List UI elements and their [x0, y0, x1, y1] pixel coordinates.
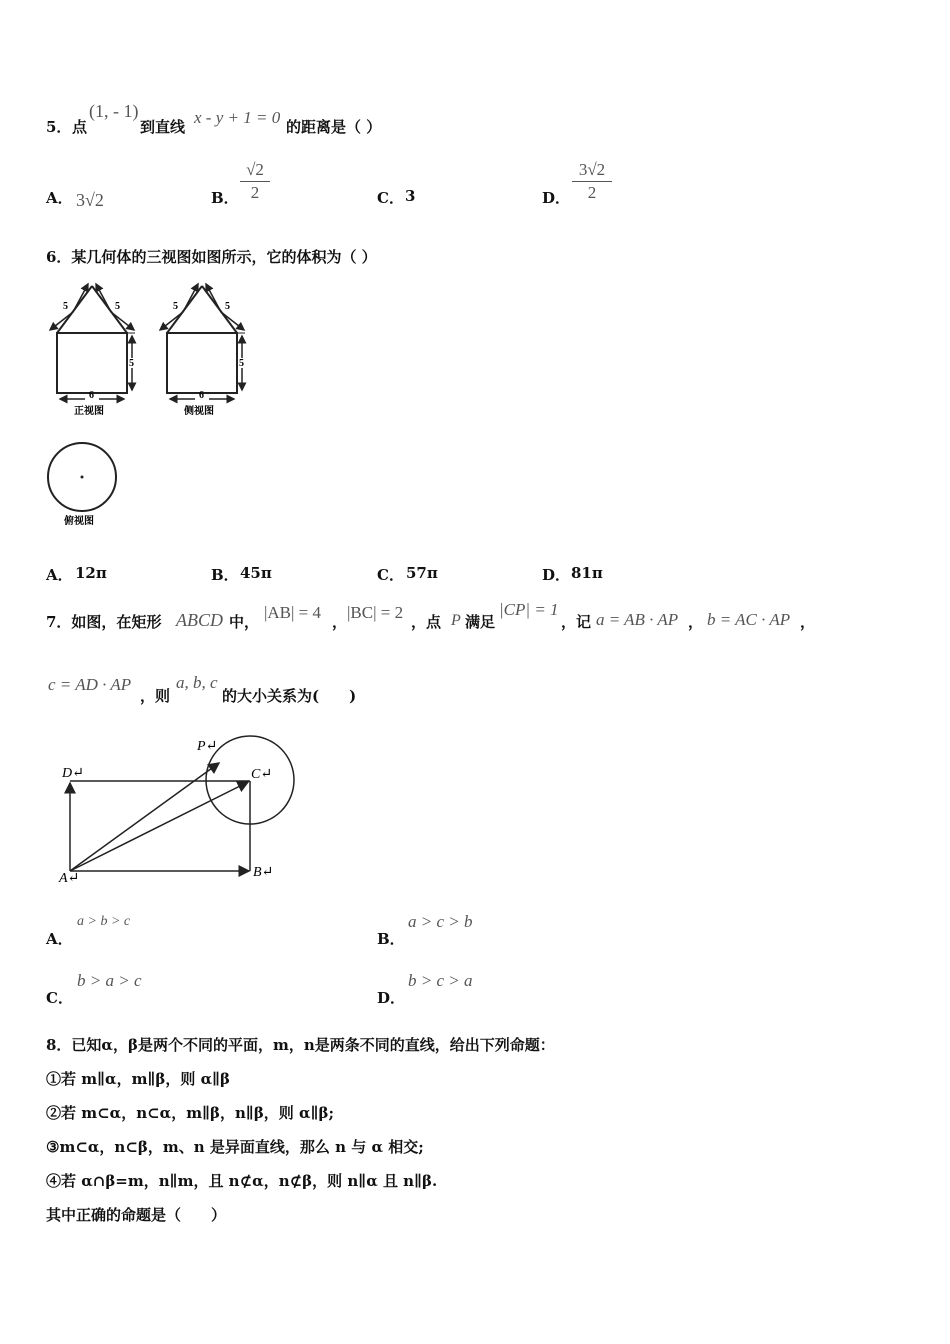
q7-option-b-label: B．: [377, 930, 405, 948]
q6-option-c-value: 57π: [406, 564, 438, 582]
point-p-label: P↵: [197, 739, 218, 754]
q6-stem: 6．某几何体的三视图如图所示，它的体积为（ ）: [46, 248, 377, 266]
q7-text-6: ，记: [561, 613, 592, 631]
q7-text-3: ，: [332, 613, 348, 631]
vertex-c-label: C↵: [251, 767, 273, 782]
q6-option-a-value: 12π: [75, 564, 107, 582]
side-slant-right-label: 5: [225, 301, 230, 312]
q5-option-d-fraction: [572, 160, 612, 203]
q7-option-c-label: C．: [46, 989, 73, 1007]
front-height-label: 5: [129, 358, 134, 369]
top-view-caption: 俯视图: [64, 516, 94, 527]
q7-text-7: ，: [688, 613, 704, 631]
side-view-caption: 侧视图: [184, 406, 214, 417]
q5-point: (1, - 1): [89, 101, 139, 121]
q7-abc: a, b, c: [176, 673, 218, 692]
q8-proposition-3: ③m⊂α，n⊂β，m、n 是异面直线，那么 n 与 α 相交;: [46, 1138, 424, 1156]
q5-option-c-value: 3: [405, 187, 416, 205]
q7-text-8: ，: [800, 613, 816, 631]
q6-option-b-label: B．: [211, 566, 239, 584]
q5-option-d-label: D．: [542, 189, 571, 207]
front-view: [50, 284, 135, 417]
three-view-figure: [40, 278, 270, 534]
q6-option-d-value: 81π: [571, 564, 603, 582]
front-view-caption: 正视图: [74, 406, 104, 417]
q5-text-2: 到直线: [140, 118, 186, 136]
q5-text-3: 的距离是（ ）: [286, 118, 382, 136]
q7-option-c-value: b > a > c: [77, 971, 142, 990]
q5-option-d-numerator: 3√2: [578, 160, 606, 179]
q7-text-2: 中，: [229, 613, 260, 631]
q7-c-def: c = AD · AP: [48, 675, 132, 694]
q5-option-a-value: 3√2: [76, 190, 104, 210]
q5-option-b-label: B．: [211, 189, 239, 207]
q5-option-d-denominator: 2: [587, 183, 597, 202]
q5-option-b-numerator: √2: [246, 160, 264, 179]
q7-option-a-label: A．: [46, 930, 73, 948]
q7-option-d-label: D．: [377, 989, 406, 1007]
q6-option-b-value: 45π: [240, 564, 272, 582]
front-slant-right-label: 5: [115, 301, 120, 312]
front-width-label: 6: [89, 390, 94, 401]
side-view: [160, 284, 245, 417]
side-slant-left-label: 5: [173, 301, 178, 312]
side-width-label: 6: [199, 390, 204, 401]
q8-proposition-4: ④若 α∩β=m，n∥m，且 n⊄α，n⊄β，则 n∥α 且 n∥β.: [46, 1172, 438, 1190]
q7-option-a-value: a > b > c: [77, 914, 131, 929]
q6-option-a-label: A．: [46, 566, 73, 584]
q6-option-c-label: C．: [377, 566, 404, 584]
q5-option-a-label: A．: [46, 189, 73, 207]
q8-proposition-2: ②若 m⊂α，n⊂α，m∥β，n∥β，则 α∥β;: [46, 1104, 335, 1122]
q5-option-b-denominator: 2: [250, 183, 260, 202]
q5-number: 5．: [46, 118, 72, 136]
q7-cp-length: |CP| = 1: [499, 600, 559, 619]
q8-stem: 8．已知α，β是两个不同的平面，m，n是两条不同的直线，给出下列命题：: [46, 1036, 555, 1054]
q5-option-c-label: C．: [377, 189, 404, 207]
q7-a-def: a = AB · AP: [596, 610, 679, 629]
rectangle-vector-figure: [55, 728, 305, 888]
q7-rect-name: ABCD: [176, 610, 223, 630]
q8-proposition-1: ①若 m∥α，m∥β，则 α∥β: [46, 1070, 231, 1088]
q7-text-4: ，点: [411, 613, 442, 631]
side-height-label: 5: [239, 358, 244, 369]
q7-bc-length: |BC| = 2: [347, 603, 404, 622]
fraction-bar: [572, 181, 612, 182]
q7-option-d-value: b > c > a: [408, 971, 473, 990]
q7-option-b-value: a > c > b: [408, 912, 473, 931]
q6-option-d-label: D．: [542, 566, 571, 584]
vertex-d-label: D↵: [62, 766, 84, 781]
q7-text-5: 满足: [465, 613, 496, 631]
vertex-a-label: A↵: [59, 871, 80, 886]
q7-point-p: P: [451, 612, 461, 629]
vertex-b-label: B↵: [253, 865, 274, 880]
top-view: [48, 443, 116, 527]
q7-text-1: 7．如图，在矩形: [46, 613, 162, 631]
fraction-bar: [240, 181, 270, 182]
q5-option-b-fraction: [240, 160, 270, 203]
q7-text-10: 的大小关系为( ): [222, 687, 357, 705]
q7-text-9: ，则: [140, 687, 171, 705]
q7-b-def: b = AC · AP: [707, 610, 791, 629]
q8-question: 其中正确的命题是（ ）: [46, 1206, 227, 1224]
q7-ab-length: |AB| = 4: [264, 603, 322, 622]
q5-text-1: 点: [72, 118, 88, 136]
q5-line-eq: x - y + 1 = 0: [194, 108, 281, 127]
front-slant-left-label: 5: [63, 301, 68, 312]
